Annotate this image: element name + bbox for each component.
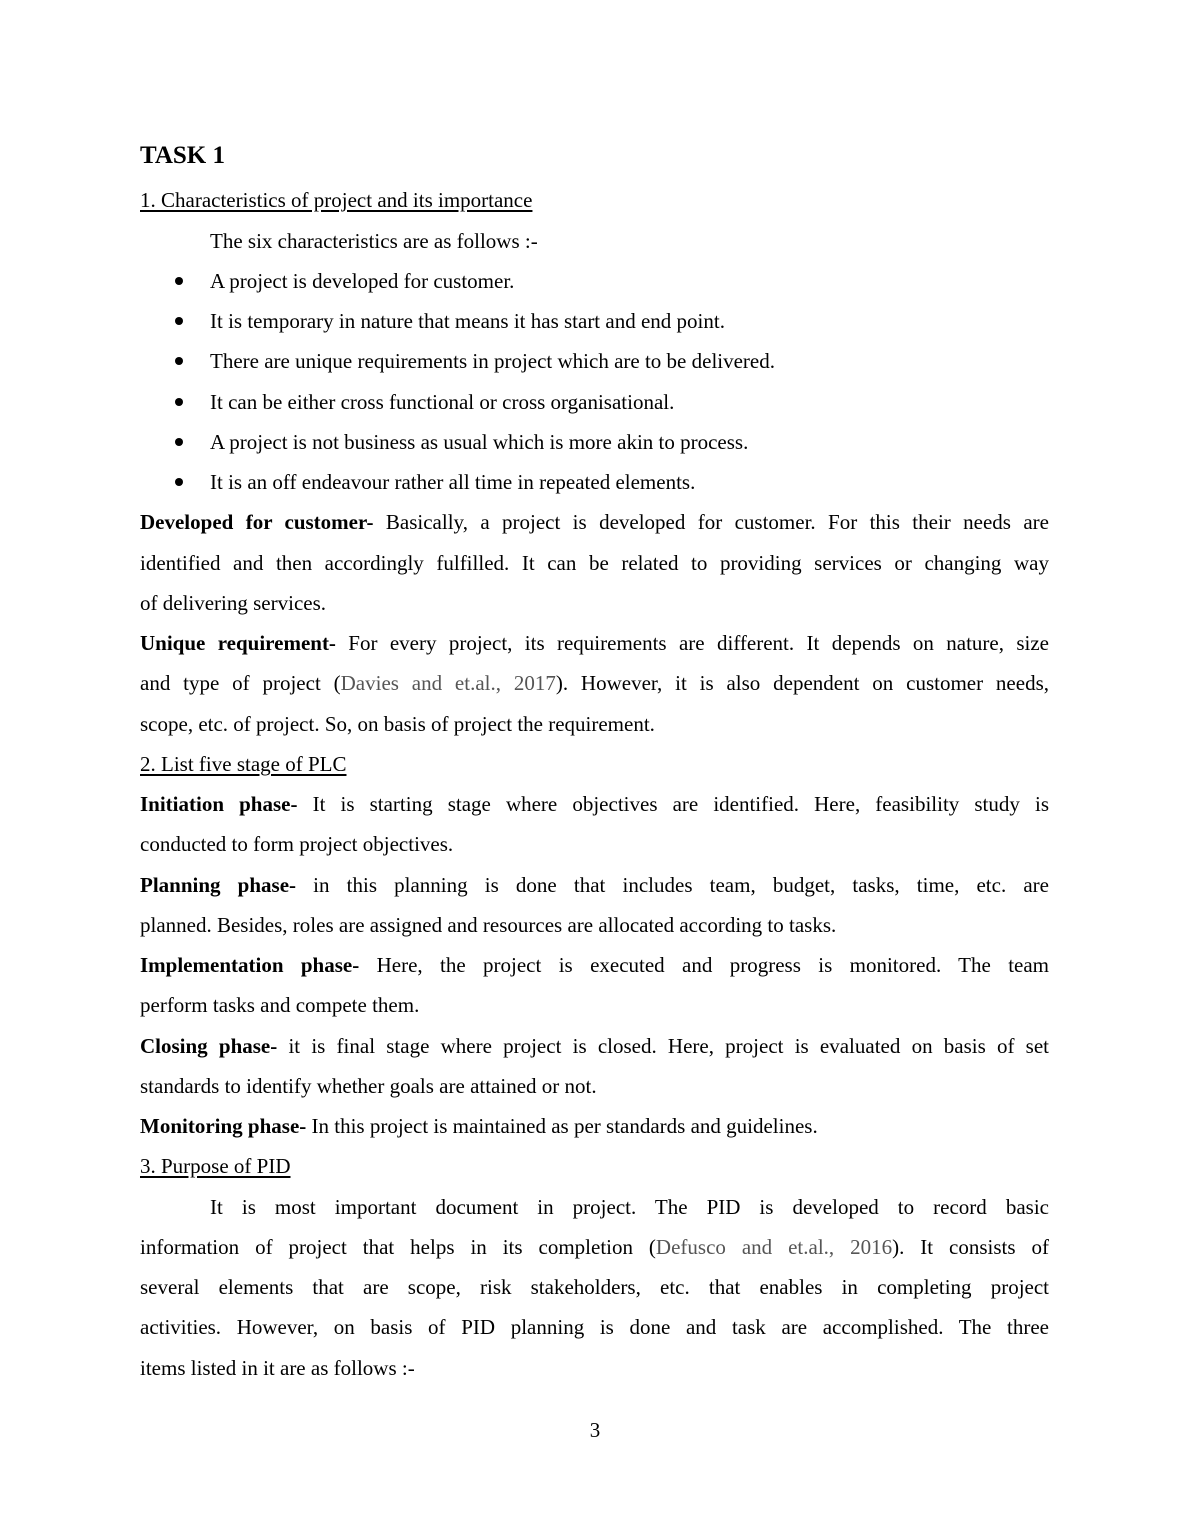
paragraph-line: It is most important document in project. The PID is developed to record basic xyxy=(210,1195,1049,1219)
paragraph-line: several elements that are scope, risk stakeholders, etc. that enables in completing project xyxy=(140,1275,1049,1299)
paragraph-line: of delivering services. xyxy=(140,591,327,615)
term-initiation-phase: Initiation phase- xyxy=(140,792,298,816)
paragraph-line xyxy=(140,510,1049,534)
bullet-icon xyxy=(175,357,183,365)
list-item: It is temporary in nature that means it has start and end point. xyxy=(210,309,725,333)
paragraph-line: planned. Besides, roles are assigned and resources are allocated according to tasks. xyxy=(140,913,837,937)
paragraph-text: For every project, its requirements are different. It depends on nature, size xyxy=(335,631,1049,655)
paragraph-line xyxy=(140,671,1049,695)
paragraph-line xyxy=(140,1034,1049,1058)
paragraph-line xyxy=(140,631,1049,655)
list-item: A project is not business as usual which is more akin to process. xyxy=(210,430,749,454)
section1-intro: The six characteristics are as follows :- xyxy=(210,229,538,253)
paragraph-text: In this project is maintained as per standards and guidelines. xyxy=(306,1114,818,1138)
term-planning-phase: Planning phase- xyxy=(140,873,297,897)
paragraph-text: ). It consists of xyxy=(892,1235,1049,1259)
bullet-icon xyxy=(175,438,183,446)
paragraph-line xyxy=(140,873,1049,897)
paragraph-line: items listed in it are as follows :- xyxy=(140,1356,415,1380)
section1-heading: 1. Characteristics of project and its importance xyxy=(140,188,533,212)
paragraph-line: scope, etc. of project. So, on basis of project the requirement. xyxy=(140,712,655,736)
term-implementation-phase: Implementation phase- xyxy=(140,953,360,977)
citation: Defusco and et.al., 2016 xyxy=(655,1235,893,1259)
paragraph-text: Basically, a project is developed for customer. For this their needs are xyxy=(373,510,1049,534)
section3-heading: 3. Purpose of PID xyxy=(140,1154,291,1178)
page-number: 3 xyxy=(589,1418,601,1442)
bullet-icon xyxy=(175,478,183,486)
paragraph-line: standards to identify whether goals are attained or not. xyxy=(140,1074,597,1098)
paragraph-text: it is final stage where project is closed. Here, project is evaluated on basis of set xyxy=(277,1034,1050,1058)
paragraph-text: and type of project ( xyxy=(140,671,341,695)
paragraph-line xyxy=(140,1235,1049,1259)
bullet-icon xyxy=(175,277,183,285)
term-unique-requirement: Unique requirement- xyxy=(140,631,336,655)
paragraph-line: conducted to form project objectives. xyxy=(140,832,454,856)
paragraph-line: perform tasks and compete them. xyxy=(140,993,420,1017)
list-item: A project is developed for customer. xyxy=(210,269,515,293)
citation: Davies and et.al., 2017 xyxy=(340,671,556,695)
term-developed-for-customer: Developed for customer- xyxy=(140,510,374,534)
paragraph-text: ). However, it is also dependent on customer needs, xyxy=(555,671,1049,695)
term-monitoring-phase: Monitoring phase- xyxy=(140,1114,307,1138)
paragraph-line xyxy=(140,792,1049,816)
list-item: There are unique requirements in project which are to be delivered. xyxy=(210,349,776,373)
task-heading: TASK 1 xyxy=(140,142,225,169)
list-item: It can be either cross functional or cross organisational. xyxy=(210,390,675,414)
paragraph-line xyxy=(140,953,1049,977)
term-closing-phase: Closing phase- xyxy=(140,1034,278,1058)
paragraph-text: It is starting stage where objectives are identified. Here, feasibility study is xyxy=(297,792,1049,816)
paragraph-line: identified and then accordingly fulfilled. It can be related to providing services or changing way xyxy=(140,551,1049,575)
list-item: It is an off endeavour rather all time in repeated elements. xyxy=(210,470,696,494)
paragraph-text: Here, the project is executed and progress is monitored. The team xyxy=(359,953,1050,977)
paragraph-text: information of project that helps in its completion ( xyxy=(140,1235,656,1259)
bullet-icon xyxy=(175,398,183,406)
paragraph-line xyxy=(140,1114,818,1138)
paragraph-text: in this planning is done that includes team, budget, tasks, time, etc. are xyxy=(296,873,1049,897)
paragraph-line: activities. However, on basis of PID planning is done and task are accomplished. The three xyxy=(140,1315,1049,1339)
bullet-icon xyxy=(175,317,183,325)
section2-heading: 2. List five stage of PLC xyxy=(140,752,347,776)
